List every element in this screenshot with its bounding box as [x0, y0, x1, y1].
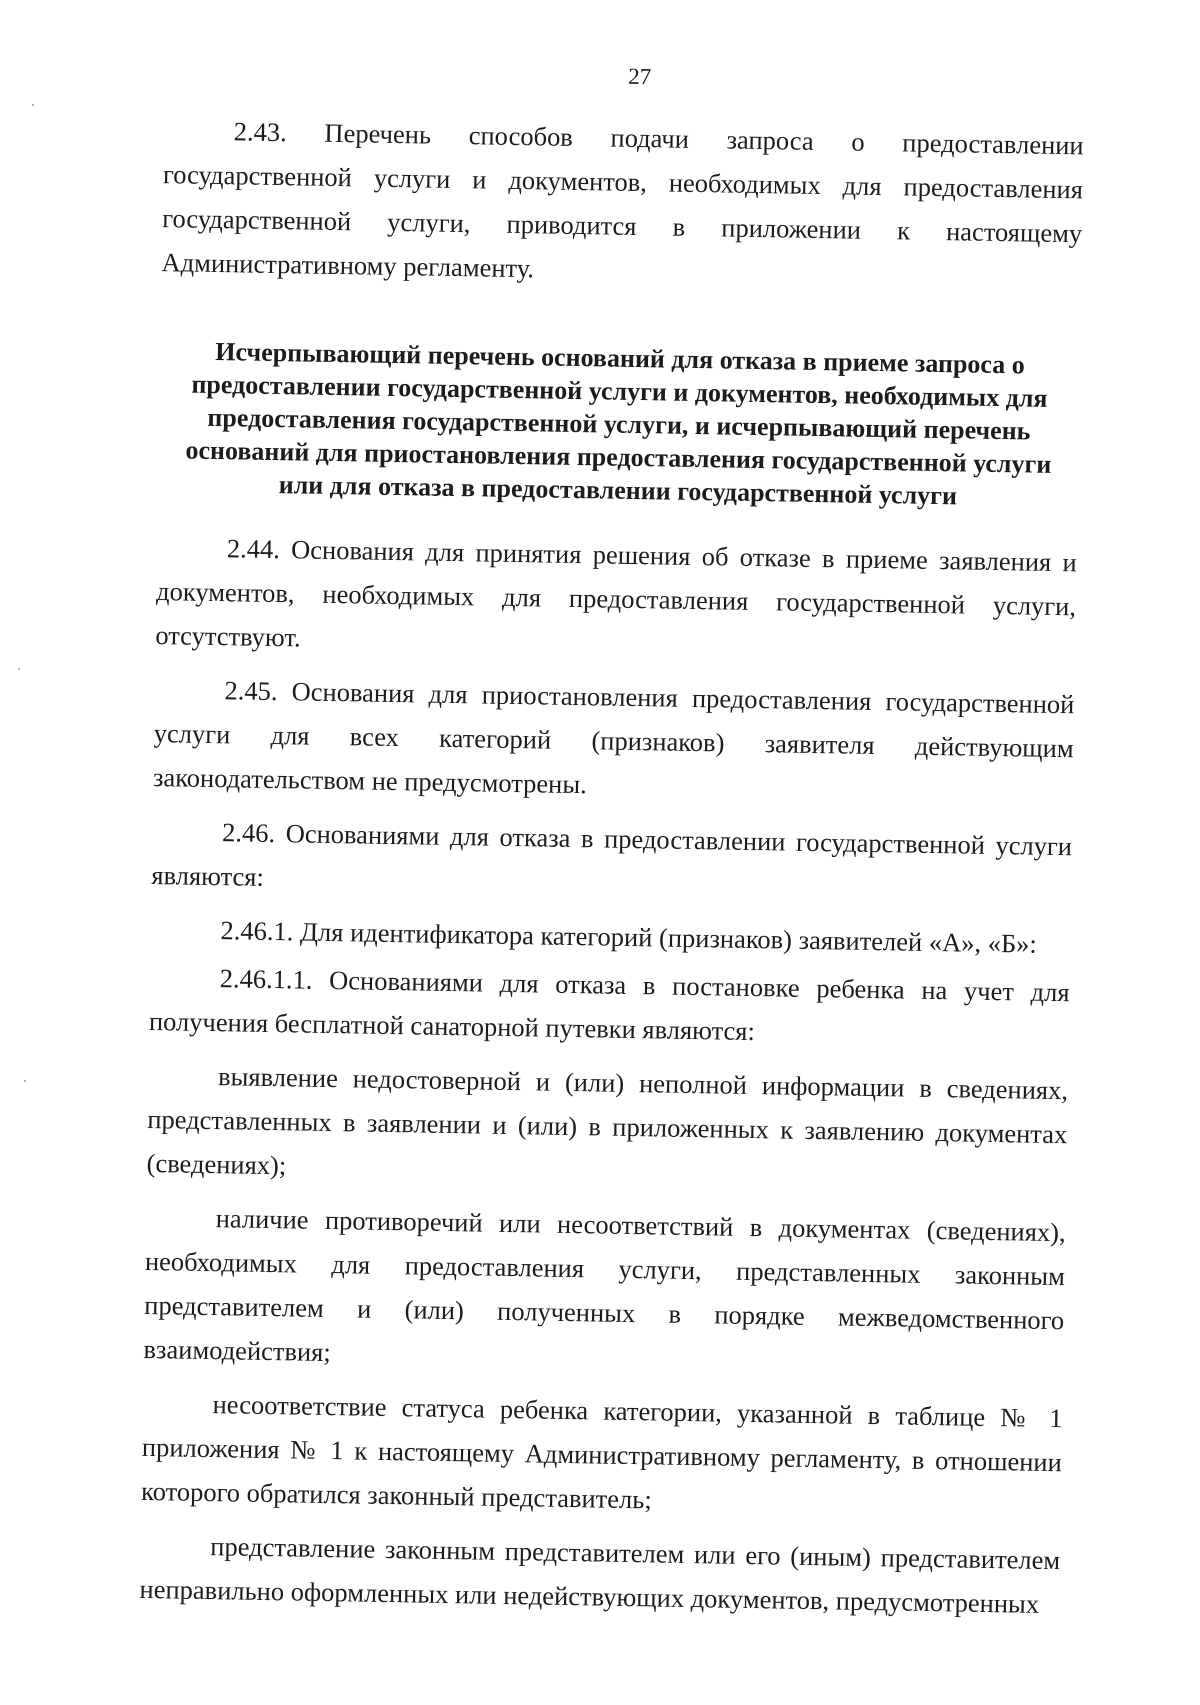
- refusal-ground-invalid-documents: представление законным представителем или его (иным) представителем неправильно оформленных или недействующих документов, предусмотренных: [139, 1531, 1061, 1619]
- page-body: [139, 108, 1084, 1636]
- paragraph-2-46: 2.46. Основаниями для отказа в предоставлении государственной услуги являются:: [151, 817, 1073, 892]
- scan-edge-mark: [18, 668, 20, 670]
- section-heading: Исчерпывающий перечень оснований для отказа в приеме запроса о предоставлении государственной услуги и документов, необходимых для предоставления государственной услуги, и исчерпывающий перечень оснований для приостановления предоставления государственной услуги или для отказа в предоставлении государственной услуги: [185, 337, 1052, 511]
- refusal-ground-contradictions: наличие противоречий или несоответствий в документах (сведениях), необходимых для предоставления услуги, представленных законным представителем и (или) полученных в порядке межведомственного взаимодействия;: [143, 1203, 1066, 1368]
- paragraph-2-43: 2.43. Перечень способов подачи запроса о предоставлении государственной услуги и документов, необходимых для предоставления государственной услуги, приводится в приложении к настоящему Административному регламенту.: [161, 116, 1084, 284]
- paragraph-2-44: 2.44. Основания для принятия решения об отказе в приеме заявления и документов, необходимых для предоставления государственной услуги, отсутствуют.: [155, 533, 1077, 653]
- refusal-ground-unreliable-info: выявление недостоверной и (или) неполной информации в сведениях, представленных в заявлении и (или) в приложенных к заявлению документах (сведениях);: [146, 1061, 1069, 1181]
- paragraph-2-45: 2.45. Основания для приостановления предоставления государственной услуги для всех категорий (признаков) заявителя действующим законодательством не предусмотрены.: [152, 675, 1075, 800]
- page-number: 27: [628, 63, 652, 90]
- paragraph-2-46-1-1: 2.46.1.1. Основаниями для отказа в постановке ребенка на учет для получения бесплатной санаторной путевки являются:: [148, 963, 1070, 1047]
- scan-edge-mark: [24, 1080, 26, 1082]
- scan-edge-mark: [32, 104, 34, 106]
- refusal-ground-status-mismatch: несоответствие статуса ребенка категории, указанной в таблице № 1 приложения № 1 к настоящему Административному регламенту, в отношении которого обратился законный представитель;: [140, 1389, 1063, 1515]
- paragraph-2-46-1: 2.46.1. Для идентификатора категорий (признаков) заявителей «А», «Б»:: [220, 915, 1038, 959]
